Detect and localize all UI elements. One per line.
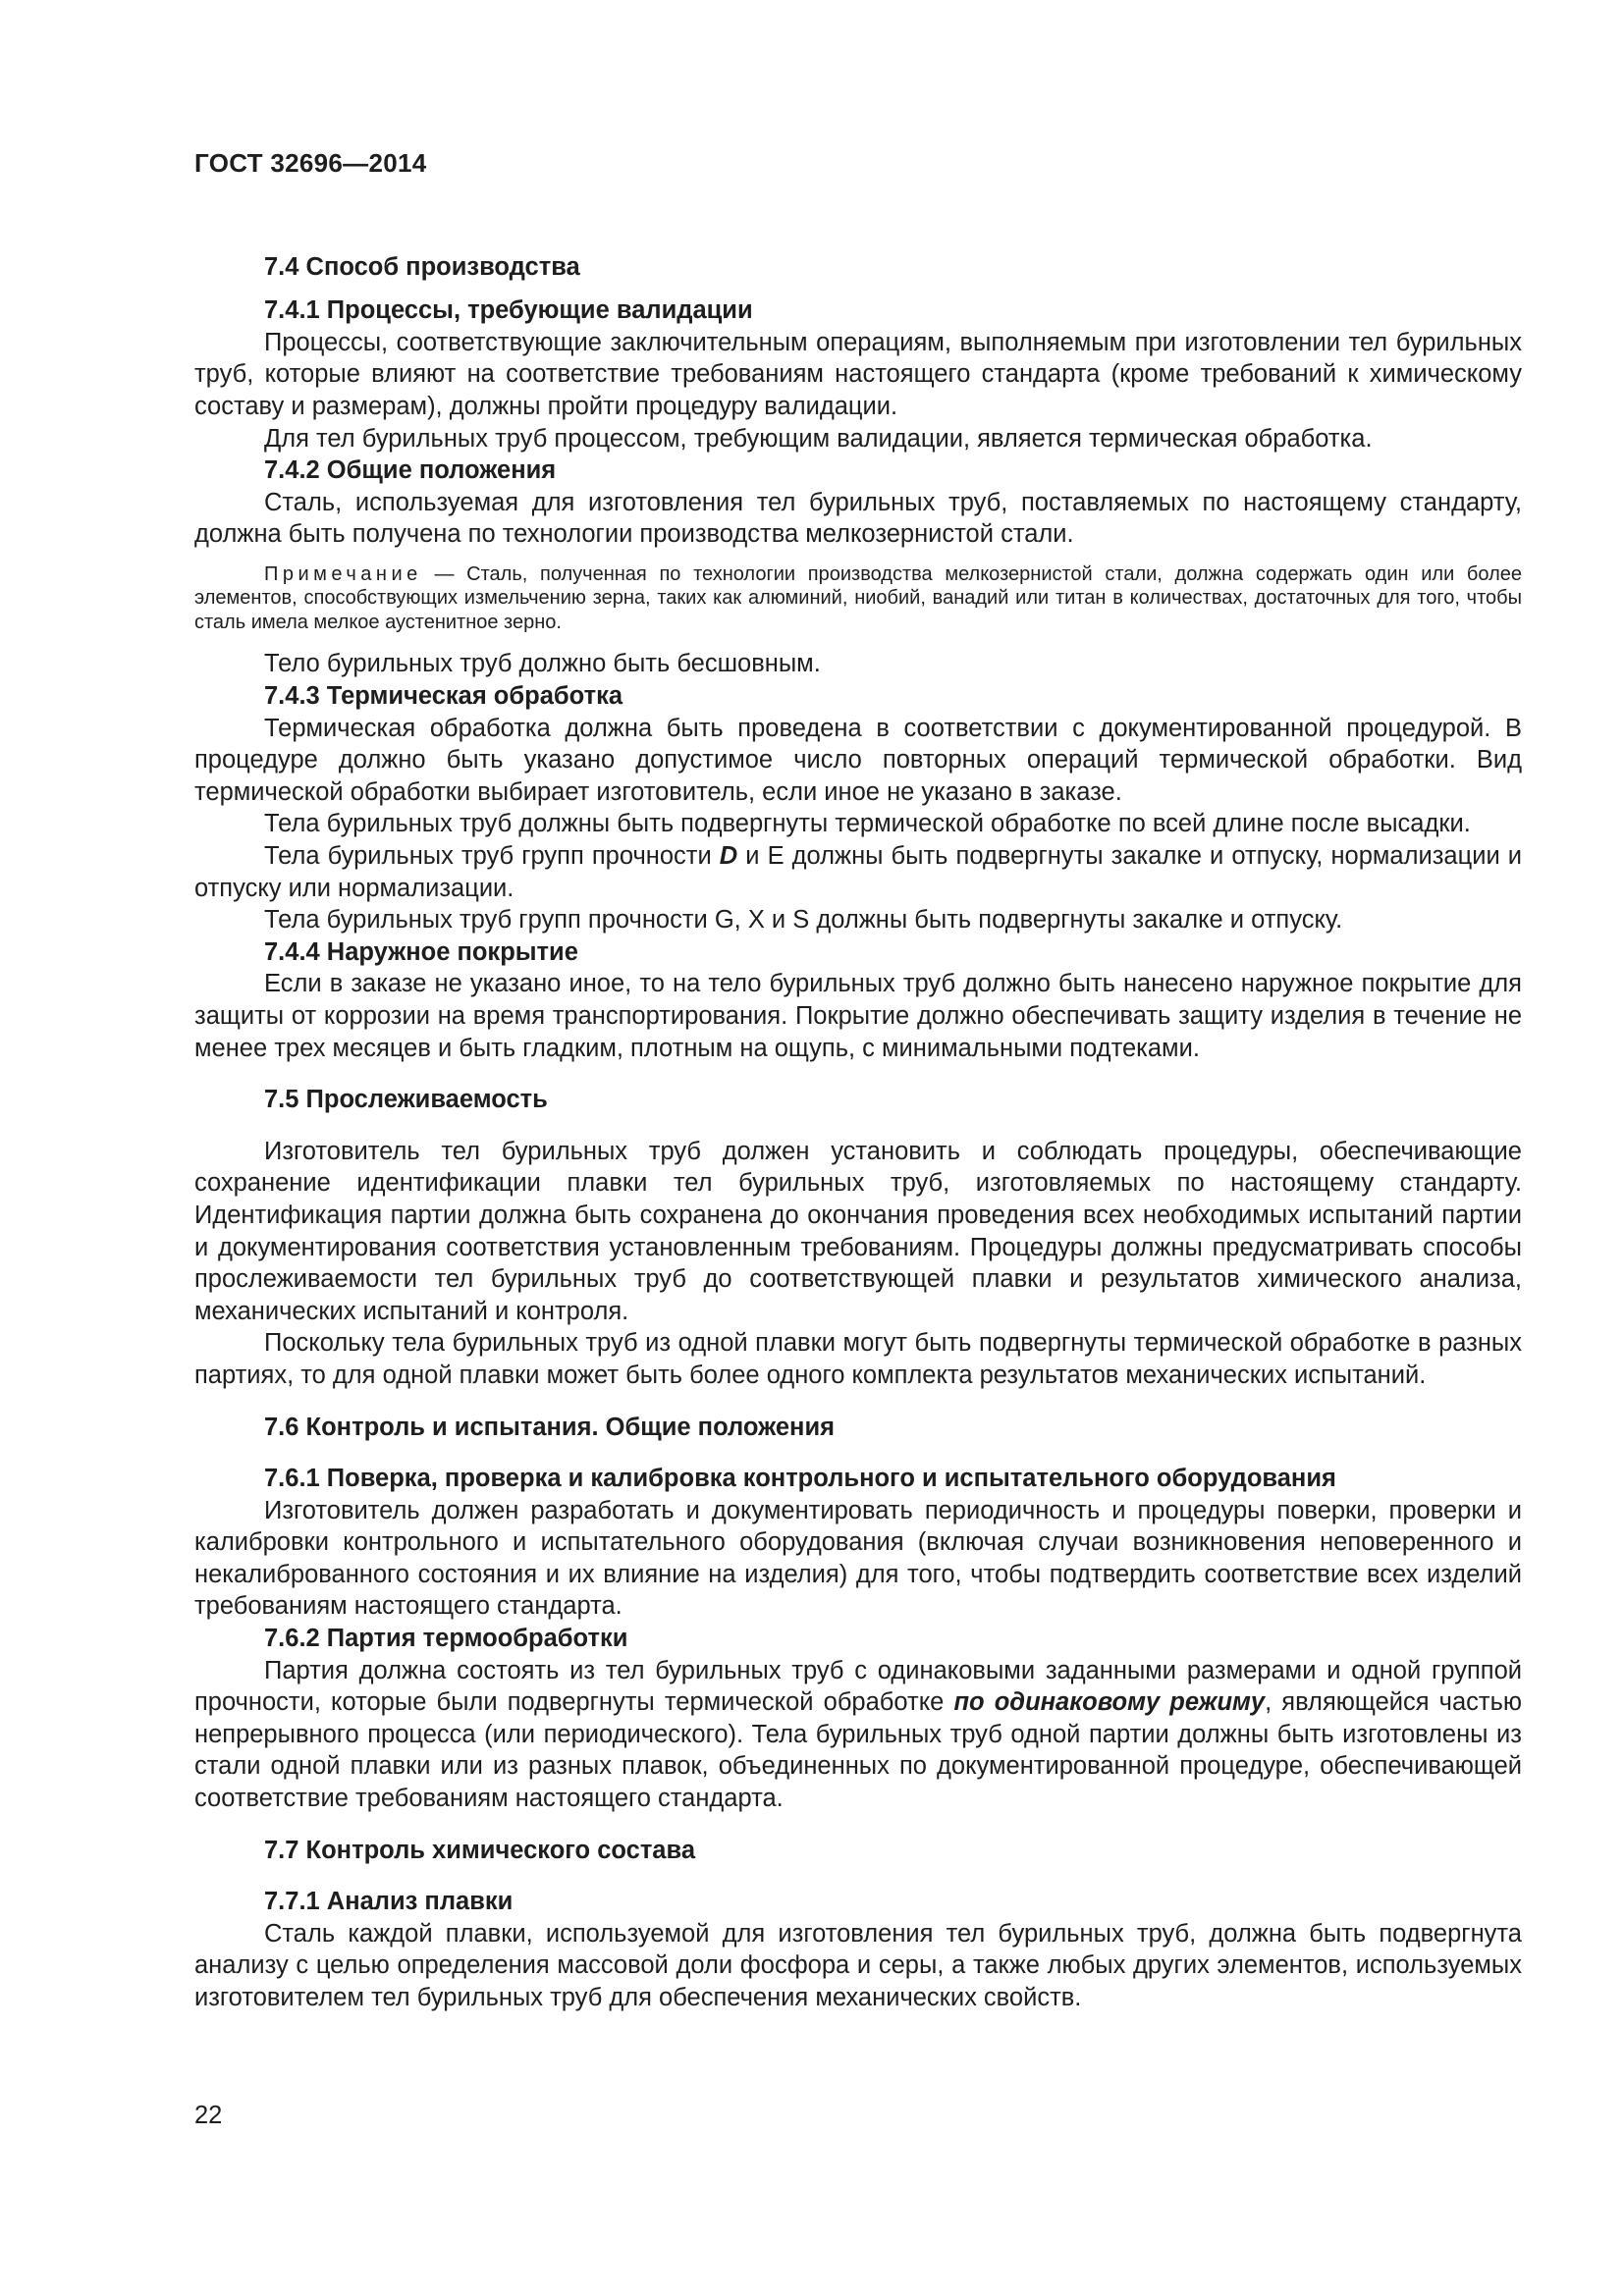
subsection-title: 7.4.2 Общие положения	[264, 456, 557, 485]
paragraph: Тело бурильных труб должно быть бесшовным.	[264, 650, 821, 678]
subsection-title: 7.6.2 Партия термообработки	[264, 1625, 628, 1653]
paragraph: Изготовитель должен разработать и документировать периодичность и процедуры поверки, проверки и калибровки контрольного и испытательного оборудования (включая случаи возникновения неповеренного и некалиброванного состояния и их влияние на изделия) для того, чтобы подтвердить соответствие всех изделий требованиям настоящего стандарта.	[194, 1496, 1522, 1621]
paragraph: Сталь, используемая для изготовления тел бурильных труб, поставляемых по настоящему стандарту, должна быть получена по технологии производства мелкозернистой стали.	[194, 488, 1522, 549]
document-header: ГОСТ 32696—2014	[194, 148, 427, 178]
paragraph: Изготовитель тел бурильных труб должен установить и соблюдать процедуры, обеспечивающие сохранение идентификации плавки тел бурильных труб, изготовляемых по настоящему стандарту. Идентификация партии должна быть сохранена до окончания проведения всех необходимых испытаний партии и документирования соответствия установленным требованиям. Процедуры должны предусматривать способы прослеживаемости тел бурильных труб до соответствующей плавки и результатов химического анализа, механических испытаний и контроля.	[194, 1137, 1522, 1325]
section-title: 7.4 Способ производства	[264, 252, 580, 281]
section-title: 7.6 Контроль и испытания. Общие положения	[264, 1413, 836, 1441]
subsection-title: 7.4.1 Процессы, требующие валидации	[264, 296, 753, 325]
note-text: — Сталь, полученная по технологии производства мелкозернистой стали, должна содержать один или более элементов, способствующих измельчению зерна, таких как алюминий, ниобий, ванадий или титан в количествах, достаточных для того, чтобы сталь имела мелкое аустенитное зерно.	[194, 562, 1522, 633]
section-7-4	[194, 251, 1522, 1065]
subsection-title: 7.6.1 Поверка, проверка и калибровка контрольного и испытательного оборудования	[264, 1465, 1336, 1493]
note	[194, 562, 1522, 635]
paragraph: Если в заказе не указано иное, то на тело бурильных труб должно быть нанесено наружное покрытие для защиты от коррозии на время транспортирования. Покрытие должно обеспечивать защиту изделия в течение не менее трех месяцев и быть гладким, плотным на ощупь, с минимальными подтеками.	[194, 970, 1522, 1062]
paragraph: Поскольку тела бурильных труб из одной плавки могут быть подвергнуты термической обработке в разных партиях, то для одной плавки может быть более одного комплекта результатов механических испытаний.	[194, 1329, 1522, 1389]
section-7-7	[194, 1835, 1522, 2014]
page-number: 22	[194, 2102, 223, 2129]
text-run: и E должны быть подвергнуты закалке и отпуску, нормализации и отпуску или нормализации.	[194, 842, 1523, 902]
paragraph: Термическая обработка должна быть проведена в соответствии с документированной процедурой. В процедуре должно быть указано допустимое число повторных операций термической обработки. Вид термической обработки выбирает изготовитель, если иное не указано в заказе.	[194, 714, 1522, 806]
subsection-title: 7.4.3 Термическая обработка	[264, 682, 623, 711]
paragraph: Процессы, соответствующие заключительным операциям, выполняемым при изготовлении тел бурильных труб, которые влияют на соответствие требованиям настоящего стандарта (кроме требований к химическому составу и размерам), должны пройти процедуру валидации.	[194, 328, 1522, 420]
section-7-5	[194, 1084, 1522, 1391]
paragraph: Тела бурильных труб групп прочности G, X и S должны быть подвергнуты закалке и отпуску.	[264, 906, 1343, 934]
section-7-6	[194, 1412, 1522, 1815]
paragraph	[194, 1655, 1522, 1815]
paragraph: Тела бурильных труб должны быть подвергнуты термической обработке по всей длине после высадки.	[264, 810, 1471, 838]
text-run: Тела бурильных труб групп прочности	[264, 842, 720, 870]
text-run: Партия должна состоять из тел бурильных труб с одинаковыми заданными размерами и одной группой прочности, которые были подвергнуты термической обработке	[194, 1656, 1522, 1717]
text-run: , являющейся частью непрерывного процесса (или периодического). Тела бурильных труб одной партии должны быть изготовлены из стали одной плавки или из разных плавок, объединенных по документированной процедуре, обеспечивающей соответствие требованиям настоящего стандарта.	[194, 1688, 1522, 1813]
paragraph	[194, 840, 1522, 904]
section-title: 7.7 Контроль химического состава	[264, 1836, 696, 1864]
subsection-title: 7.4.4 Наружное покрытие	[264, 937, 578, 966]
document-page	[194, 147, 1522, 2014]
note-label: Примечание	[264, 562, 422, 585]
emphasis: по одинаковому режиму	[953, 1688, 1266, 1717]
paragraph: Для тел бурильных труб процессом, требующим валидации, является термическая обработка.	[264, 424, 1373, 453]
section-title: 7.5 Прослеживаемость	[264, 1086, 548, 1114]
paragraph: Сталь каждой плавки, используемой для изготовления тел бурильных труб, должна быть подвергнута анализу с целью определения массовой доли фосфора и серы, а также любых других элементов, используемых изготовителем тел бурильных труб для обеспечения механических свойств.	[194, 1919, 1522, 2011]
subsection-title: 7.7.1 Анализ плавки	[264, 1888, 514, 1916]
strength-group-d: D	[719, 842, 738, 870]
